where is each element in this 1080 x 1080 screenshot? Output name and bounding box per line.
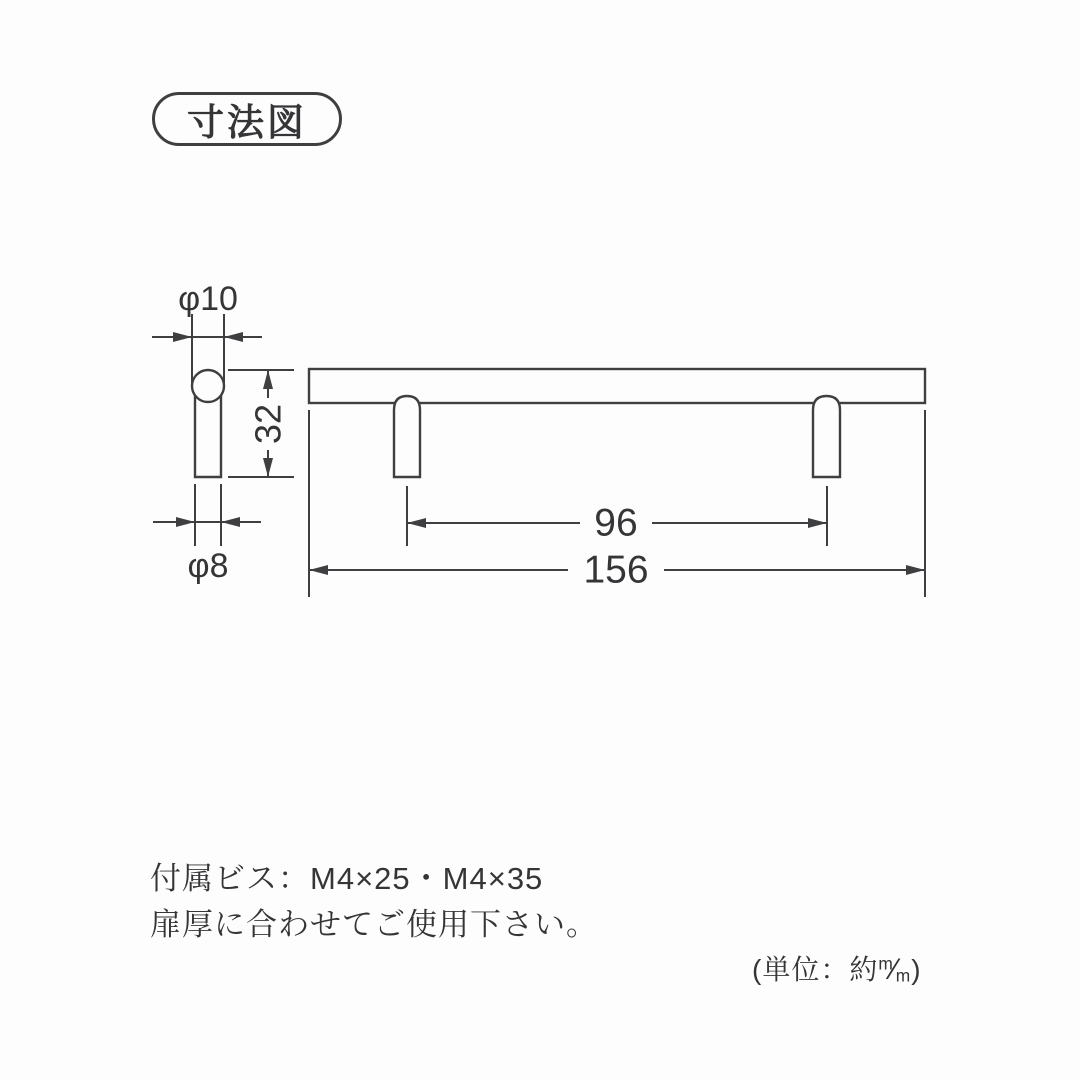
phi10-arrow-right [224,332,243,342]
unit-note [752,948,922,988]
pitch-arrow-left [407,518,426,528]
note-included-screws: 付属ビス：M4×25・M4×35 [150,861,544,896]
phi10-arrow-left [173,332,192,342]
front-view [309,369,925,597]
dim-overall-length-label: 156 [583,548,649,592]
dim-hole-pitch-label: 96 [594,501,638,545]
phi8-arrow-left [176,517,195,527]
front-view-post-left [394,396,420,477]
unit-note-close: ) [911,954,922,985]
unit-note-denominator: m [895,965,912,986]
side-view-bar-circle [192,370,224,402]
length-arrow-right [906,565,925,575]
unit-note-open: (単位：約 [752,954,879,985]
dim-post-diameter-label: φ8 [187,547,229,585]
title-badge-label: 寸法図 [187,102,307,143]
height-arrow-down [263,458,273,477]
height-arrow-up [263,370,273,389]
dim-top-diameter-label: φ10 [178,280,238,318]
pitch-arrow-right [808,518,827,528]
front-view-post-right [813,396,840,477]
phi8-arrow-right [221,517,240,527]
note-door-thickness: 扉厚に合わせてご使用下さい。 [150,907,598,942]
dim-height-label: 32 [247,403,289,445]
unit-note-slash: ⁄ [891,953,898,986]
notes-block [150,856,598,948]
unit-note-numerator: m [878,953,894,974]
length-arrow-left [309,565,328,575]
side-view [152,280,294,585]
